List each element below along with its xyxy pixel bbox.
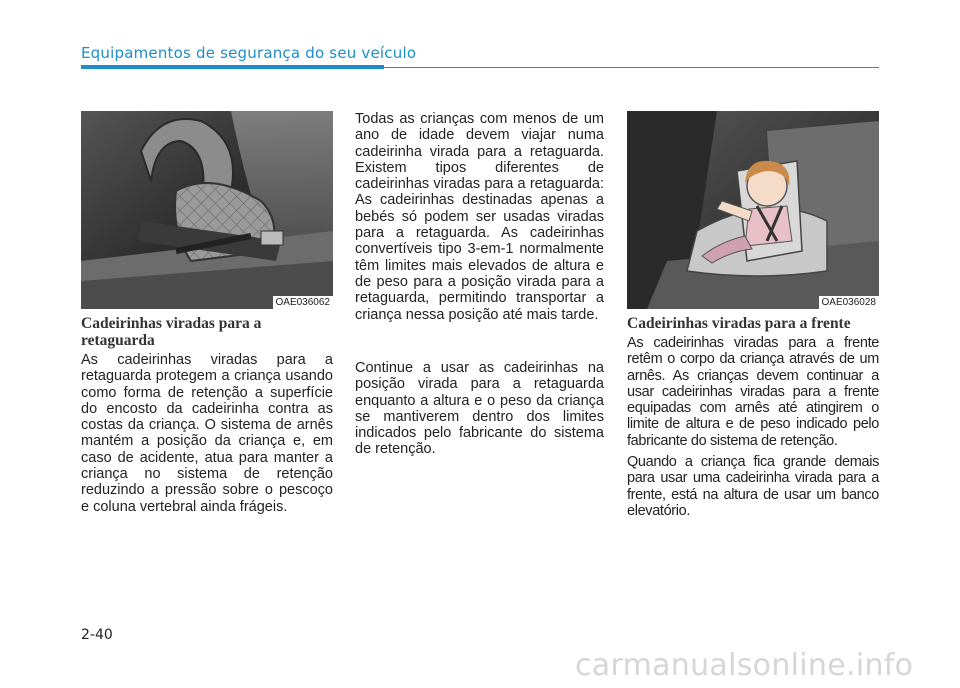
watermark: carmanualsonline.info — [575, 648, 914, 683]
forward-facing-seat-photo — [627, 111, 879, 309]
paragraph-booster: Quando a criança fica grande demais para usar uma cadeirinha virada para a frente, está na altura de usar um banco elevatório. — [627, 454, 879, 519]
page-number: 2-40 — [81, 627, 113, 643]
heading-forward-facing: Cadeirinhas viradas para a frente — [627, 315, 851, 332]
image-code-label: OAE036028 — [819, 296, 880, 309]
heading-rear-facing: Cadeirinhas viradas para a retaguarda — [81, 315, 262, 349]
paragraph-infants: Todas as crianças com menos de um ano de idade devem viajar numa cadeirinha virada para a retaguarda. Existem tipos diferentes de cadeirinhas viradas para a retaguarda: As cadeirinhas destinadas apenas a bebés só podem ser usadas viradas para a retaguarda. As cadeirinhas convertíveis tipo 3-em-1 normalmente têm limites mais elevados de altura e de peso para a posição virada para a retaguarda, permitindo transportar a criança nessa posição até mais tarde. — [355, 111, 604, 323]
rear-facing-seat-photo — [81, 111, 333, 309]
section-title: Equipamentos de segurança do seu veículo — [81, 44, 417, 62]
image-code-label: OAE036062 — [273, 296, 334, 309]
header-rule-thick — [81, 65, 384, 69]
paragraph-rear-facing: As cadeirinhas viradas para a retaguarda protegem a criança usando como forma de retenção a superfície do encosto da cadeirinha contra as costas da criança. O sistema de arnês mantém a posição da criança e, em caso de acidente, atua para manter a criança no sistema de retenção reduzindo a pressão sobre o pescoço e coluna vertebral ainda frágeis. — [81, 352, 333, 515]
paragraph-continue-rear: Continue a usar as cadeirinhas na posição virada para a retaguarda enquanto a altura e o peso da criança se mantiverem dentro dos limites indicados pelo fabricante do sistema de retenção. — [355, 360, 604, 458]
paragraph-forward-facing: As cadeirinhas viradas para a frente retêm o corpo da criança através de um arnês. As crianças devem continuar a usar cadeirinhas viradas para a frente equipadas com arnês até atingirem o limite de altura e de peso indicado pelo fabricante do sistema de retenção. — [627, 335, 879, 449]
header-rule-thin — [384, 67, 879, 68]
